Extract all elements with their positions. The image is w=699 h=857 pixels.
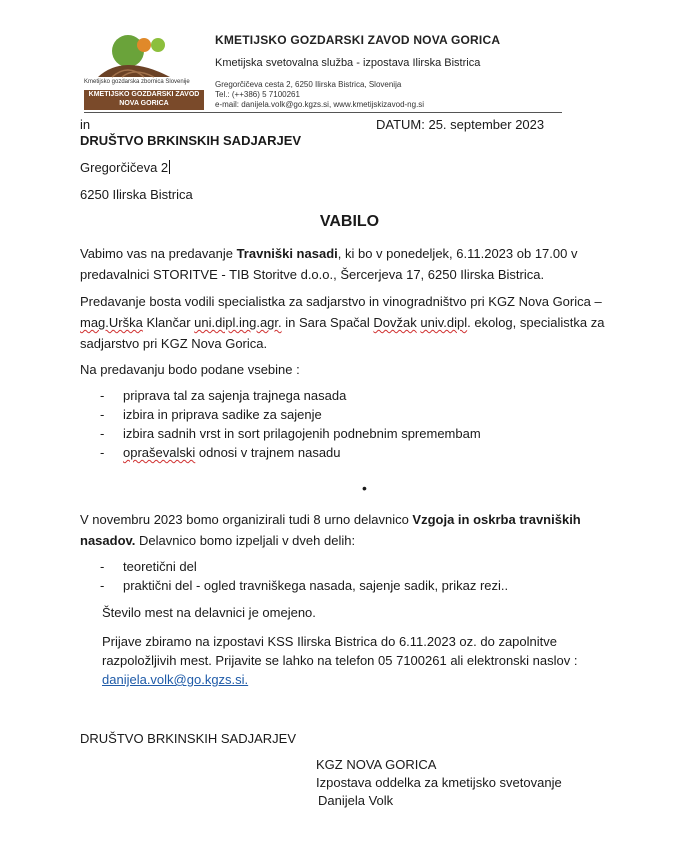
org-email: e-mail: danijela.volk@go.kgzs.si, www.kmetijskizavod-ng.si: [215, 100, 425, 109]
paragraph-contents-intro: Na predavanju bodo podane vsebine :: [80, 362, 300, 377]
list-item: - priprava tal za sajenja trajnega nasada: [100, 388, 347, 403]
recipient-street: Gregorčičeva 2: [80, 160, 169, 175]
paragraph-limited-places: Število mest na delavnici je omejeno.: [102, 605, 316, 620]
closing-left: DRUŠTVO BRKINSKIH SADJARJEV: [80, 731, 296, 746]
org-subtitle: Kmetijska svetovalna služba - izpostava Ilirska Bistrica: [215, 57, 481, 69]
list-item: - izbira in priprava sadike za sajenje: [100, 407, 322, 422]
in-label: in: [80, 117, 91, 132]
org-phone: Tel.: (++386) 5 7100261: [215, 90, 300, 99]
page-title: VABILO: [319, 213, 380, 230]
list-item: - opraševalski odnosi v trajnem nasadu: [100, 445, 341, 460]
bullet-separator: •: [362, 480, 367, 496]
logo-green-circle: [112, 35, 144, 67]
email-link[interactable]: danijela.volk@go.kgzs.si.: [102, 672, 249, 687]
paragraph-workshop: V novembru 2023 bomo organizirali tudi 8 urno delavnico Vzgoja in oskrba travniških nasadov. Delavnico bomo izpeljali v dveh delih:: [80, 512, 581, 548]
list-item: - praktični del - ogled travniškega nasada, sajenje sadik, prikaz rezi..: [100, 578, 509, 593]
text-cursor: [169, 160, 170, 174]
paragraph-invitation: Vabimo vas na predavanje Travniški nasadi, ki bo v ponedeljek, 6.11.2023 ob 17.00 v predavalnici STORITVE - TIB Storitve d.o.o., Šercerjeva 17, 6250 Ilirska Bistrica.: [80, 246, 578, 282]
logo: [84, 33, 204, 110]
list-item: - izbira sadnih vrst in sort prilagojenih podnebnim spremembam: [100, 426, 481, 441]
logo-band-line2: NOVA GORICA: [119, 100, 169, 107]
closing-org: KGZ NOVA GORICA: [316, 757, 437, 772]
logo-orange-circle: [137, 38, 151, 52]
closing-signature: Danijela Volk: [318, 793, 394, 808]
org-name: KMETIJSKO GOZDARSKI ZAVOD NOVA GORICA: [215, 33, 501, 47]
paragraph-speakers: Predavanje bosta vodili specialistka za sadjarstvo in vinogradništvo pri KGZ Nova Gorica – mag.Urška Klančar uni.dipl.ing.agr. in Sara Spačal Dovžak univ.dipl. ekolog, specialistka za sadjarstvo pri KGZ Nova Gorica.: [80, 294, 605, 351]
logo-lime-circle: [151, 38, 165, 52]
paragraph-registration: Prijave zbiramo na izpostavi KSS Ilirska Bistrica do 6.11.2023 oz. do zapolnitve razpoložljivih mest. Prijavite se lahko na telefon 05 7100261 ali elektronski naslov : danijela.volk@go.kgzs.si.: [102, 634, 578, 687]
logo-graphic: [84, 33, 204, 79]
header-divider: [84, 112, 562, 113]
date: DATUM: 25. september 2023: [376, 117, 545, 132]
logo-caption: Kmetijsko gozdarska zbornica Slovenije: [84, 79, 190, 85]
list-topics: [100, 386, 600, 462]
list-workshop-parts: [100, 557, 600, 595]
closing-dept: Izpostava oddelka za kmetijsko svetovanje: [316, 775, 562, 790]
logo-band-line1: KMETIJSKO GOZDARSKI ZAVOD: [88, 91, 200, 98]
logo-band: [84, 90, 204, 110]
org-address: Gregorčičeva cesta 2, 6250 Ilirska Bistrica, Slovenija: [215, 80, 402, 89]
list-item: - teoretični del: [100, 559, 197, 574]
recipient-name: DRUŠTVO BRKINSKIH SADJARJEV: [80, 133, 302, 148]
recipient-city: 6250 Ilirska Bistrica: [80, 187, 193, 202]
